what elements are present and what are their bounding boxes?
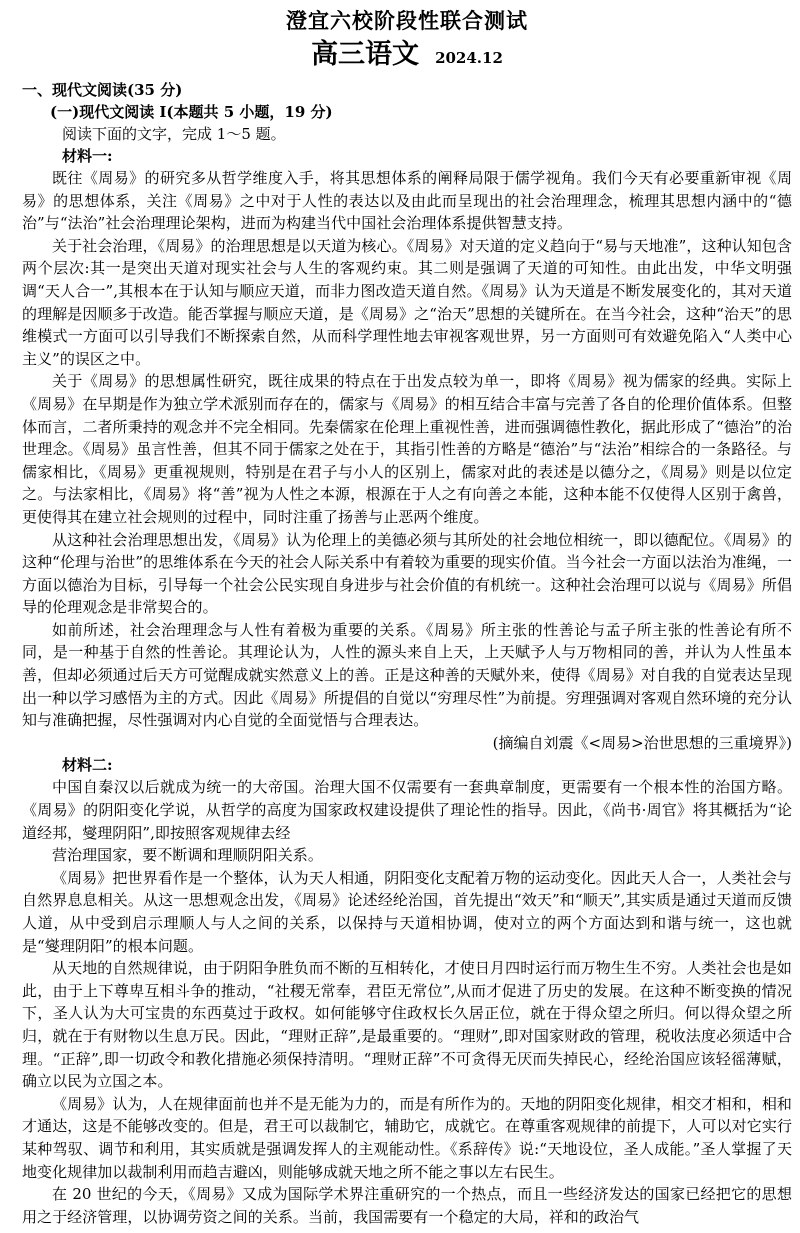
material2-label: 材料二: [62,756,113,775]
paragraph: 关于《周易》的思想属性研究，既往成果的特点在于出发点较为单一，即将《周易》视为儒家的经典。实际上《周易》在早期是作为独立学术派别而存在的，儒家与《周易》的相互结合丰富与完善了各自的伦理价值体系。但整体而言，二者所秉持的观念并不完全相同。先秦儒家在伦理上重视性善，进而强调德性教化，据此形成了“德治”的治世理念。《周易》虽言性善，但其不同于儒家之处在于，其指引性善的方略是“德治”与“法治”相综合的一条路径。与儒家相比，《周易》更重视规则，特别是在君子与小人的区别上，儒家对此的表述是以德分之，《周易》则是以位定之。与法家相比，《周易》将“善”视为人性之本源，根源在于人之有向善之本能，这种本能不仅使得人区别于禽兽，更使得其在建立社会规则的过程中，同时注重了扬善与止恶两个维度。 [22,372,792,526]
paragraph: 在 20 世纪的今天，《周易》又成为国际学术界注重研究的一个热点，而且一些经济发达的国家已经把它的思想用之于经济管理，以协调劳资之间的关系。当前，我国需要有一个稳定的大局，祥和的政治气 [22,1185,792,1226]
paragraph: 从天地的自然规律说，由于阴阳争胜负而不断的互相转化，才使日月四时运行而万物生生不穷。人类社会也是如此，由于上下尊卑互相斗争的推动，“社稷无常奉，君臣无常位”,从而才促进了历史的发展。在这种不断变换的情况下，圣人认为大可宝贵的东西莫过于政权。如何能够守住政权长久居正位，就在于得众望之所归。何以得众望之所归，就在于有财物以生息万民。因此，“理财正辞”,是最重要的。“理财”,即对国家财政的管理，税收法度必须适中合理。“正辞”,即一切政令和教化措施必须保持清明。“理财正辞”不可贪得无厌而失掉民心，经纶治国应该轻徭薄赋，确立以民为立国之本。 [22,959,792,1091]
paragraph: 如前所述，社会治理理念与人性有着极为重要的关系。《周易》所主张的性善论与孟子所主张的性善论有所不同，是一种基于自然的性善论。其理论认为，人性的源头来自上天，上天赋予人与万物相同的善，并认为人性虽本善，但却必须通过后天方可觉醒成就实然意义上的善。正是这种善的天赋外来，使得《周易》对自我的自觉表达呈现出一种以学习感悟为主的方式。因此《周易》所提倡的自觉以“穷理尽性”为前提。穷理强调对客观自然环境的充分认知与准确把握，尽性强调对内心自觉的全面觉悟与合理表达。 [22,620,792,730]
material1-label: 材料一: [62,147,113,165]
paragraph: 《周易》把世界看作是一个整体，认为天人相通，阴阳变化支配着万物的运动变化。因此天人合一，人类社会与自然界息息相关。从这一思想观念出发，《周易》论述经纶治国，首先提出“效天”和“顺天”,其实质是通过天道而反馈人道，从中受到启示理顺人与人之间的关系，以保持与天道相协调，使对立的两个方面达到和谐与统一，这也就是“燮理阴阳”的根本问题。 [22,868,792,955]
subject-name: 高三语文 [311,39,420,70]
section-heading: 一、现代文阅读(35 分) [22,81,183,99]
paragraph: 《周易》认为，人在规律面前也并不是无能为力的，而是有所作为的。天地的阴阳变化规律，相交才相和，相和才通达，这是不能够改变的。但是，君王可以裁制它，辅助它，成就它。在尊重客观规律的前提下，人可以对它实行某种驾驭、调节和利用，其实质就是强调发挥人的主观能动性。《系辞传》说:“天地设位，圣人成能。”圣人掌握了天地变化规律加以裁制利用而趋吉避凶，则能够成就天地之所不能之事以左右民生。 [22,1094,792,1181]
paragraph: 从这种社会治理思想出发，《周易》认为伦理上的美德必须与其所处的社会地位相统一，即以德配位。《周易》的这种“伦理与治世”的思维体系在今天的社会人际关系中有着较为重要的现实价值。当今社会一方面以法治为准绳，一方面以德治为目标，引导每一个社会公民实现自身进步与社会价值的有机统一。这种社会治理可以说与《周易》所倡导的伦理观念是非常契合的。 [22,530,792,617]
section-subheading: (一)现代文阅读 I(本题共 5 小题，19 分) [50,103,333,121]
paragraph: 中国自秦汉以后就成为统一的大帝国。治理大国不仅需要有一套典章制度，更需要有一个根本性的治国方略。《周易》的阴阳变化学说，从哲学的高度为国家政权建设提供了理论性的指导。因此，《尚书·周官》将其概括为“论道经邦，燮理阴阳”,即按照客观规律去经 [22,778,792,842]
material1-source: (摘编自刘震《<周易>治世思想的三重境界》) [492,733,792,752]
exam-page [22,6,792,1228]
paragraph: 既往《周易》的研究多从哲学维度入手，将其思想体系的阐释局限于儒学视角。我们今天有必要重新审视《周易》的思想体系，关注《周易》之中对于人性的表达以及由此而呈现出的社会治理理念，梳理其思想内涵中的“德治”与“法治”社会治理理论架构，进而为构建当代中国社会治理体系提供智慧支持。 [22,169,792,233]
exam-date: 2024.12 [435,49,503,67]
instruction-text: 阅读下面的文字，完成 1～5 题。 [62,125,286,143]
exam-title: 澄宜六校阶段性联合测试 [286,8,528,33]
subject-title [22,36,792,77]
paragraph: 营治理国家，要不断调和理顺阴阳关系。 [52,846,323,865]
paragraph: 关于社会治理，《周易》的治理思想是以天道为核心。《周易》对天道的定义趋向于“易与天地准”，这种认知包含两个层次:其一是突出天道对现实社会与人生的客观约束。其二则是强调了天道的可知性。由此出发，中华文明强调“天人合一”,其根本在于认知与顺应天道，而非力图改造天道自然。《周易》认为天道是不断发展变化的，其对天道的理解是因顺多于改造。能否掌握与顺应天道，是《周易》之“治天”思想的关键所在。在当今社会，这种“治天”的思维模式一方面可以引导我们不断探索自然，从而科学理性地去审视客观世界，另一方面则可有效避免陷入“人类中心主义”的误区之中。 [22,236,792,368]
